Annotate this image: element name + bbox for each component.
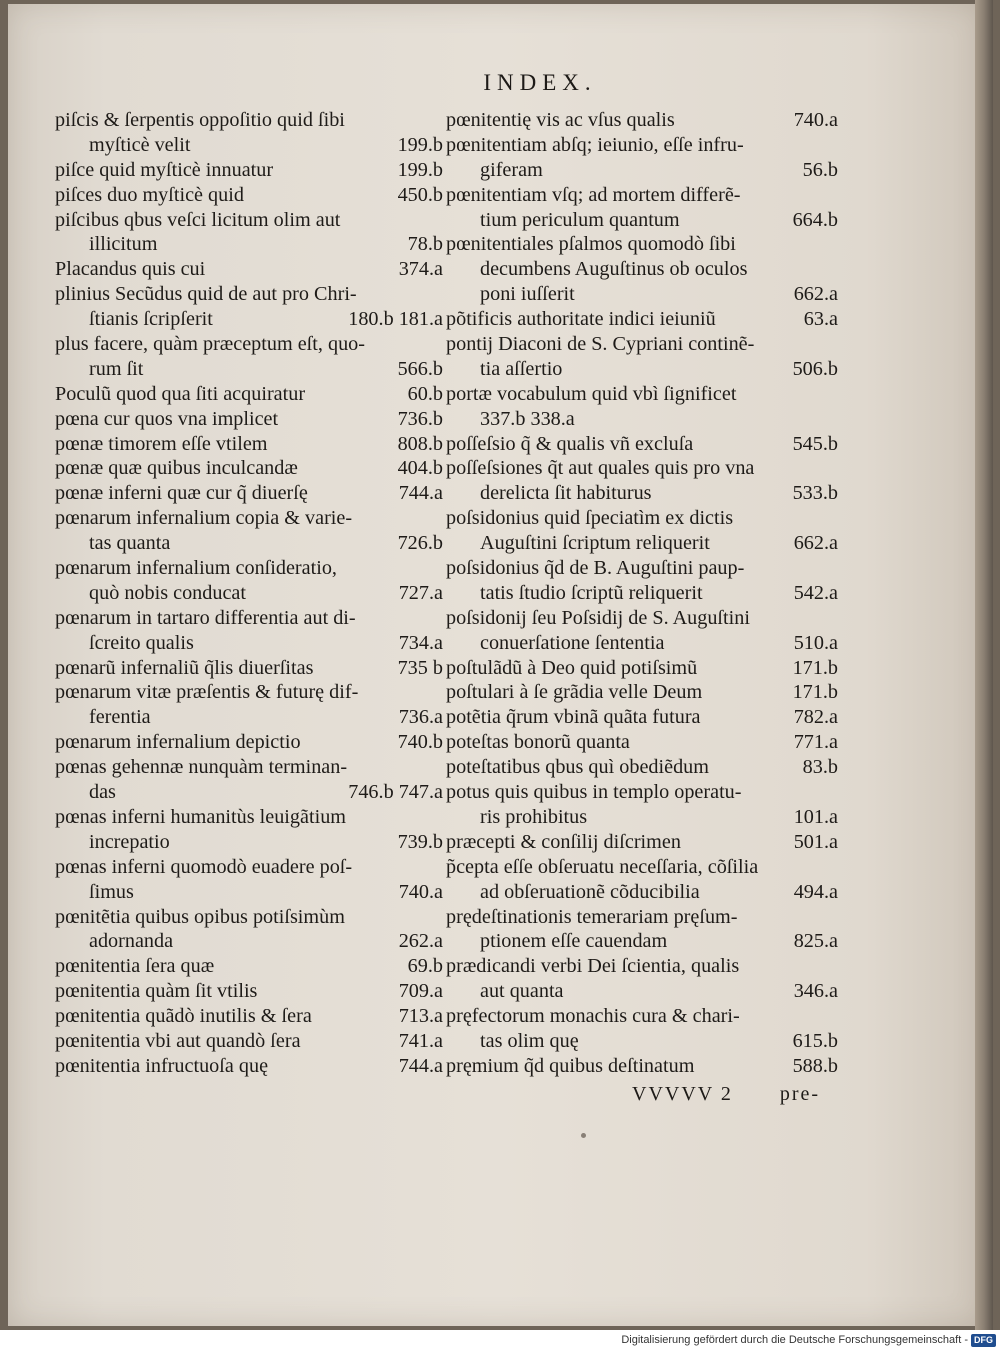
entry-page-reference: 740.b (397, 731, 443, 754)
entry-headword-line (446, 108, 838, 133)
entry-continuation-line (446, 481, 838, 506)
entry-page-reference: 69.b (407, 955, 443, 978)
entry-continuation-line (446, 880, 838, 905)
entry-headword-line (446, 730, 838, 755)
entry-headword-line (446, 232, 838, 257)
index-entry (446, 606, 838, 656)
index-entry (55, 680, 443, 730)
entry-text: prędeſtinationis temerariam pręſum- (446, 905, 738, 928)
entry-page-reference: 101.a (793, 805, 838, 828)
entry-continuation-line (55, 531, 443, 556)
entry-headword-line (55, 1054, 443, 1079)
entry-page-reference: 78.b (407, 233, 443, 256)
entry-headword-line (55, 979, 443, 1004)
entry-text: pœna cur quos vna implicet (55, 407, 279, 430)
index-entry (446, 506, 838, 556)
entry-continuation-line (446, 979, 838, 1004)
entry-page-reference: 199.b (397, 133, 443, 156)
entry-text: poſsidonius quid ſpeciatìm ex dictis (446, 507, 734, 530)
index-entry (446, 432, 838, 457)
entry-text: pœnitentia infructuoſa quę (55, 1054, 269, 1077)
entry-text: potẽtia q̃rum vbinã quãta futura (446, 706, 701, 729)
entry-continuation-line (446, 531, 838, 556)
entry-text: tatis ſtudio ſcriptũ reliquerit (480, 581, 703, 604)
entry-page-reference: 662.a (793, 283, 838, 306)
entry-page-reference: 83.b (802, 756, 838, 779)
entry-page-reference: 782.a (793, 706, 838, 729)
entry-text: piſces duo myſticè quid (55, 183, 244, 206)
index-entry (446, 730, 838, 755)
entry-text: conuerſatione ſententia (480, 631, 665, 654)
entry-text: Auguſtini ſcriptum reliquerit (480, 532, 710, 555)
entry-headword-line (55, 481, 443, 506)
index-entry (55, 481, 443, 506)
entry-headword-line (55, 1004, 443, 1029)
entry-page-reference: 825.a (793, 930, 838, 953)
index-entry (446, 108, 838, 133)
entry-page-reference: 740.a (793, 109, 838, 131)
entry-text: rum ſit (89, 357, 144, 380)
entry-headword-line (55, 332, 443, 357)
entry-headword-line (55, 506, 443, 531)
entry-headword-line (55, 456, 443, 481)
index-entry (446, 954, 838, 1004)
entry-headword-line (446, 606, 838, 631)
entry-page-reference: 171.b (792, 681, 838, 704)
entry-continuation-line (446, 929, 838, 954)
entry-text: illicitum (89, 233, 158, 256)
entry-page-reference: 588.b (792, 1054, 838, 1077)
entry-page-reference: 736.a (398, 706, 443, 729)
index-entry (55, 108, 443, 158)
index-column-left (55, 108, 443, 1079)
entry-text: poteſtatibus qbus quì obediẽdum (446, 756, 709, 779)
entry-text: plinius Secũdus quid de aut pro Chri- (55, 283, 357, 306)
entry-headword-line (446, 855, 838, 880)
index-entry (446, 183, 838, 233)
entry-continuation-line (446, 257, 838, 282)
entry-text: pœnarum in tartaro differentia aut di- (55, 606, 356, 629)
index-entry (446, 680, 838, 705)
entry-page-reference: 726.b (397, 532, 443, 555)
entry-continuation-line (446, 158, 838, 183)
index-entry (55, 282, 443, 332)
page-edge (975, 0, 993, 1330)
entry-page-reference: 664.b (792, 208, 838, 231)
index-entry (446, 332, 838, 382)
entry-text: ſcreito qualis (89, 631, 194, 654)
catchword: pre- (779, 1083, 821, 1105)
entry-page-reference: 60.b (407, 382, 443, 405)
entry-text: poſtulãdũ à Deo quid potiſsimũ (446, 656, 698, 679)
index-entry (446, 1004, 838, 1054)
entry-page-reference: 374.a (398, 258, 443, 281)
index-entry (55, 407, 443, 432)
entry-page-reference: 736.b (397, 407, 443, 430)
entry-text: myſticè velit (89, 133, 191, 156)
entry-text: tium periculum quantum (480, 208, 680, 231)
entry-headword-line (446, 954, 838, 979)
entry-headword-line (55, 855, 443, 880)
entry-text: ad obſeruationẽ cõducibilia (480, 880, 700, 903)
entry-text: 337.b 338.a (480, 407, 575, 430)
entry-headword-line (446, 680, 838, 705)
entry-text: ferentia (89, 706, 151, 729)
entry-text: pœnitentia quàm ſit vtilis (55, 980, 258, 1003)
entry-headword-line (55, 556, 443, 581)
entry-headword-line (446, 332, 838, 357)
entry-text: poſtulari à ſe grãdia velle Deum (446, 681, 703, 704)
entry-text: portæ vocabulum quid vbì ſignificet (446, 382, 737, 405)
entry-page-reference: 771.a (793, 731, 838, 754)
index-entry (55, 556, 443, 606)
entry-page-reference: 346.a (793, 980, 838, 1003)
entry-headword-line (55, 257, 443, 282)
entry-text: pœnæ inferni quæ cur q̃ diuerſę (55, 482, 308, 505)
entry-continuation-line (55, 133, 443, 158)
entry-continuation-line (55, 780, 443, 805)
entry-page-reference: 506.b (792, 357, 838, 380)
entry-headword-line (55, 183, 443, 208)
entry-page-reference: 199.b (397, 158, 443, 181)
index-entry (55, 979, 443, 1004)
entry-text: pœnitentia ſera quæ (55, 955, 215, 978)
entry-headword-line (55, 1029, 443, 1054)
entry-text: pœnitentia vbi aut quandò ſera (55, 1029, 301, 1052)
entry-page-reference: 63.a (803, 308, 838, 331)
index-entry (55, 855, 443, 905)
entry-continuation-line (55, 880, 443, 905)
entry-page-reference: 709.a (398, 980, 443, 1003)
index-entry (446, 656, 838, 681)
entry-page-reference: 746.b 747.a (348, 781, 443, 804)
entry-text: pœnitẽtia quibus opibus potiſsimùm (55, 905, 345, 928)
entry-headword-line (55, 208, 443, 233)
entry-headword-line (446, 905, 838, 930)
running-header: INDEX. (483, 70, 597, 95)
entry-text: p̃cepta eſſe obſeruatu neceſſaria, cõſilia (446, 855, 759, 878)
index-entry (55, 208, 443, 258)
entry-text: pœnitentiales pſalmos quomodò ſibi (446, 233, 736, 256)
entry-headword-line (55, 755, 443, 780)
entry-page-reference: 744.a (398, 482, 443, 505)
entry-page-reference: 808.b (397, 432, 443, 455)
entry-page-reference: 739.b (397, 830, 443, 853)
entry-continuation-line (55, 232, 443, 257)
entry-page-reference: 734.a (398, 631, 443, 654)
entry-headword-line (446, 133, 838, 158)
entry-page-reference: 501.a (793, 830, 838, 853)
entry-text: poſsidonius q̃d de B. Auguſtini paup- (446, 557, 745, 580)
index-entry (446, 307, 838, 332)
entry-page-reference: 171.b (792, 656, 838, 679)
index-entry (446, 382, 838, 432)
signature-mark: VVVVV 2 (632, 1083, 733, 1105)
entry-text: pœnas inferni humanitùs leuigãtium (55, 805, 346, 828)
entry-headword-line (446, 656, 838, 681)
entry-page-reference: 727.a (398, 581, 443, 604)
entry-text: poteſtas bonorũ quanta (446, 731, 630, 754)
index-entry (55, 905, 443, 955)
entry-headword-line (446, 780, 838, 805)
entry-headword-line (55, 954, 443, 979)
entry-page-reference: 545.b (792, 432, 838, 455)
entry-text: ris prohibitus (480, 805, 588, 828)
entry-headword-line (446, 183, 838, 208)
index-entry (446, 755, 838, 780)
index-entry (55, 158, 443, 183)
entry-text: Poculũ quod qua ſiti acquiratur (55, 382, 306, 405)
entry-text: poni iuſſerit (480, 283, 575, 306)
entry-text: pœnarum infernalium conſideratio, (55, 557, 337, 580)
index-entry (446, 780, 838, 830)
entry-continuation-line (446, 805, 838, 830)
entry-text: derelicta ſit habiturus (480, 482, 652, 505)
entry-continuation-line (446, 407, 838, 432)
entry-text: pœnarum vitæ præſentis & futurę dif- (55, 681, 359, 704)
entry-text: piſcibus qbus veſci licitum olim aut (55, 208, 341, 231)
entry-text: decumbens Auguſtinus ob oculos (480, 258, 748, 281)
entry-text: ptionem eſſe cauendam (480, 930, 668, 953)
entry-page-reference: 740.a (398, 880, 443, 903)
entry-page-reference: 566.b (397, 357, 443, 380)
entry-text: prædicandi verbi Dei ſcientia, qualis (446, 955, 740, 978)
entry-continuation-line (55, 830, 443, 855)
entry-headword-line (55, 108, 443, 133)
entry-text: quò nobis conducat (89, 581, 246, 604)
index-entry (446, 905, 838, 955)
entry-text: pœnæ quæ quibus inculcandæ (55, 457, 298, 480)
entry-page-reference: 735 b (397, 656, 443, 679)
entry-text: das (89, 781, 116, 804)
entry-headword-line (55, 656, 443, 681)
entry-headword-line (446, 382, 838, 407)
entry-page-reference: 450.b (397, 183, 443, 206)
entry-headword-line (55, 680, 443, 705)
entry-headword-line (55, 730, 443, 755)
entry-page-reference: 744.a (398, 1054, 443, 1077)
index-entry (55, 332, 443, 382)
index-entry (55, 1054, 443, 1079)
entry-headword-line (55, 158, 443, 183)
entry-continuation-line (446, 581, 838, 606)
index-entry (55, 954, 443, 979)
entry-headword-line (55, 407, 443, 432)
entry-text: plus facere, quàm præceptum eſt, quo- (55, 333, 365, 356)
entry-text: pœnitentię vis ac vſus qualis (446, 109, 675, 131)
index-entry (446, 456, 838, 506)
entry-page-reference: 713.a (398, 1005, 443, 1028)
entry-page-reference: 615.b (792, 1029, 838, 1052)
index-entry (446, 1054, 838, 1079)
index-entry (446, 133, 838, 183)
entry-page-reference: 180.b 181.a (348, 308, 443, 331)
entry-text: poſſeſsiones q̃t aut quales quis pro vna (446, 457, 755, 480)
entry-continuation-line (55, 929, 443, 954)
entry-text: pręfectorum monachis cura & chari- (446, 1005, 740, 1028)
entry-page-reference: 662.a (793, 532, 838, 555)
entry-text: pœnitentiam abſq; ieiunio, eſſe infru- (446, 133, 744, 156)
index-entry (446, 556, 838, 606)
entry-text: pręmium q̃d quibus deſtinatum (446, 1054, 695, 1077)
entry-text: Placandus quis cui (55, 258, 206, 281)
entry-text: põtificis authoritate indici ieiuniũ (446, 308, 716, 331)
entry-text: potus quis quibus in templo operatu- (446, 781, 742, 804)
footer-credit: Digitalisierung gefördert durch die Deutsche Forschungsgemeinschaft - (621, 1334, 968, 1346)
entry-page-reference: 510.a (793, 631, 838, 654)
entry-headword-line (55, 606, 443, 631)
index-entry (446, 232, 838, 307)
entry-headword-line (446, 432, 838, 457)
index-entry (55, 755, 443, 805)
entry-headword-line (55, 382, 443, 407)
entry-page-reference: 741.a (398, 1029, 443, 1052)
entry-headword-line (446, 456, 838, 481)
entry-text: præcepti & conſilij diſcrimen (446, 830, 681, 853)
index-entry (55, 183, 443, 208)
entry-text: poſſeſsio q̃ & qualis vñ excluſa (446, 432, 694, 455)
entry-text: pœnarũ infernaliũ q̃lis diuerſitas (55, 656, 314, 679)
index-entry (55, 506, 443, 556)
index-entry (446, 705, 838, 730)
entry-text: pœnitentiam vſq; ad mortem differẽ- (446, 183, 741, 206)
entry-continuation-line (55, 357, 443, 382)
entry-text: pœnæ timorem eſſe vtilem (55, 432, 268, 455)
entry-page-reference: 56.b (802, 158, 838, 181)
entry-headword-line (446, 830, 838, 855)
entry-text: ſimus (89, 880, 134, 903)
entry-page-reference: 542.a (793, 581, 838, 604)
entry-continuation-line (446, 357, 838, 382)
entry-text: adornanda (89, 930, 174, 953)
page-catch-line (632, 1083, 820, 1106)
index-entry (55, 432, 443, 457)
entry-continuation-line (55, 705, 443, 730)
entry-headword-line (55, 432, 443, 457)
entry-continuation-line (55, 631, 443, 656)
entry-text: pœnarum infernalium depictio (55, 731, 301, 754)
index-entry (446, 855, 838, 905)
entry-page-reference: 533.b (792, 482, 838, 505)
entry-text: pœnitentia quãdò inutilis & ſera (55, 1005, 312, 1028)
entry-headword-line (446, 705, 838, 730)
entry-text: giferam (480, 158, 543, 181)
entry-continuation-line (446, 282, 838, 307)
entry-text: tas quanta (89, 532, 171, 555)
index-entry (55, 656, 443, 681)
entry-continuation-line (446, 631, 838, 656)
entry-headword-line (446, 755, 838, 780)
entry-text: ſtianis ſcripſerit (89, 308, 213, 331)
entry-headword-line (446, 1054, 838, 1079)
entry-headword-line (446, 307, 838, 332)
entry-page-reference: 494.a (793, 880, 838, 903)
entry-headword-line (446, 506, 838, 531)
entry-continuation-line (55, 581, 443, 606)
entry-text: poſsidonij ſeu Poſsidij de S. Auguſtini (446, 606, 750, 629)
index-entry (55, 382, 443, 407)
entry-text: tas olim quę (480, 1029, 579, 1052)
index-column-right (446, 108, 838, 1079)
digitization-footer (0, 1330, 1000, 1351)
entry-text: pœnas inferni quomodò euadere poſ- (55, 855, 353, 878)
index-entry (55, 805, 443, 855)
index-entry (55, 257, 443, 282)
entry-text: aut quanta (480, 980, 564, 1003)
entry-headword-line (446, 556, 838, 581)
entry-text: tia aſſertio (480, 357, 563, 380)
entry-page-reference: 404.b (397, 457, 443, 480)
entry-headword-line (55, 905, 443, 930)
index-entry (55, 606, 443, 656)
entry-text: piſce quid myſticè innuatur (55, 158, 274, 181)
entry-continuation-line (55, 307, 443, 332)
index-entry (55, 1004, 443, 1029)
index-entry (446, 830, 838, 855)
entry-text: pœnas gehennæ nunquàm terminan- (55, 756, 348, 779)
entry-continuation-line (446, 1029, 838, 1054)
entry-continuation-line (446, 208, 838, 233)
entry-headword-line (55, 805, 443, 830)
entry-page-reference: 262.a (398, 930, 443, 953)
index-entry (55, 456, 443, 481)
entry-text: pontij Diaconi de S. Cypriani continẽ- (446, 333, 755, 356)
ink-spot (581, 1133, 586, 1138)
index-entry (55, 730, 443, 755)
entry-text: piſcis & ſerpentis oppoſitio quid ſibi (55, 109, 345, 131)
entry-headword-line (55, 282, 443, 307)
entry-headword-line (446, 1004, 838, 1029)
entry-text: pœnarum infernalium copia & varie- (55, 507, 353, 530)
index-entry (55, 1029, 443, 1054)
entry-text: increpatio (89, 830, 170, 853)
dfg-logo-icon: DFG (971, 1334, 996, 1347)
